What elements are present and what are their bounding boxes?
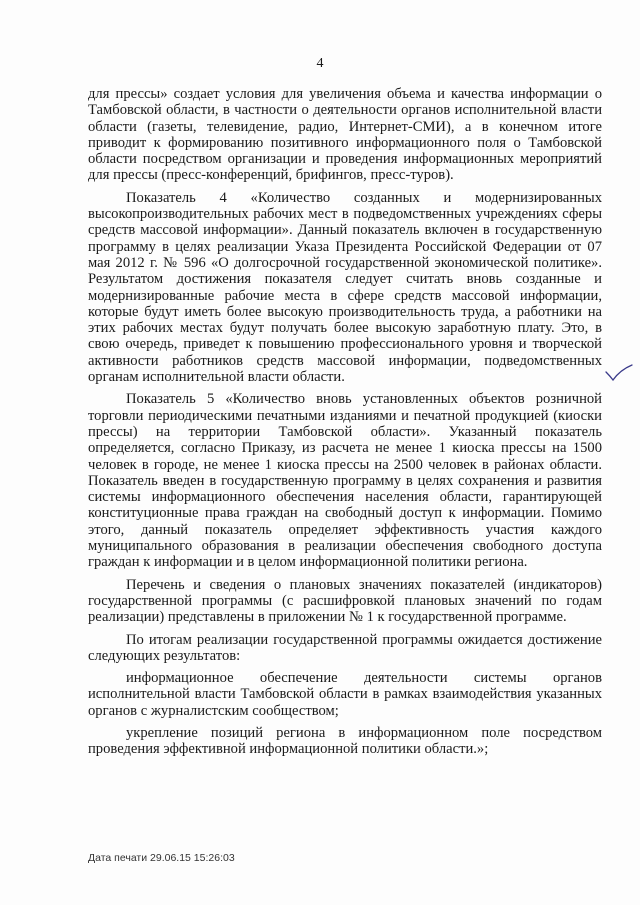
- paragraph-continuation: для прессы» создает условия для увеличения объема и качества информации о Тамбовской области, в частности о деятельности органов исполнительной власти области (газеты, телевидение, радио, Интернет-СМИ), а в конечном итоге приводит к формированию позитивного информационного поля о Тамбовской области посредством организации и проведения информационных мероприятий для прессы (пресс-конференций, брифингов, пресс-туров).: [88, 86, 602, 184]
- paragraph-indicator-5: Показатель 5 «Количество вновь установленных объектов розничной торговли периодическими печатными изданиями и печатной продукцией (киоски прессы) на территории Тамбовской области». Указанный показатель определяется, согласно Приказу, из расчета не менее 1 киоска прессы на 1500 человек в городе, не менее 1 киоска прессы на 2500 человек в районах области. Показатель введен в государственную программу в целях сохранения и развития системы информационного обеспечения населения области, гарантирующей конституционные права граждан на свободный доступ к информации. Помимо этого, данный показатель определяет эффективность участия каждого муниципального образования в реализации обеспечения свободного доступа граждан к информации и в целом информационной политики региона.: [88, 391, 602, 571]
- paragraph-indicator-list: Перечень и сведения о плановых значениях показателей (индикаторов) государственной программы (с расшифровкой плановых значений по годам реализации) представлены в приложении № 1 к государственной программе.: [88, 576, 602, 626]
- paragraph-indicator-4: Показатель 4 «Количество созданных и модернизированных высокопроизводительных рабочих мест в подведомственных учреждениях сферы средств массовой информации». Данный показатель включен в государственную программу в целях реализации Указа Президента Российской Федерации от 07 мая 2012 г. № 596 «О долгосрочной государственной экономической политике». Результатом достижения показателя следует считать вновь созданные и модернизированные рабочие места в сфере средств массовой информации, которые будут иметь более высокую производительность труда, а работники на этих рабочих местах будут получать более высокую заработную плату. Это, в свою очередь, приведет к повышению профессионального уровня и творческой активности работников средств массовой информации, подведомственных органам исполнительной власти области.: [88, 189, 602, 386]
- document-body: [88, 86, 602, 758]
- print-date: Дата печати 29.06.15 15:26:03: [88, 852, 235, 864]
- paragraph-result-2: укрепление позиций региона в информационном поле посредством проведения эффективной информационной политики области.»;: [88, 724, 602, 758]
- page-number: 4: [316, 56, 324, 71]
- paragraph-result-1: информационное обеспечение деятельности системы органов исполнительной власти Тамбовской области в рамках взаимодействия указанных органов с журналистским сообществом;: [88, 670, 602, 719]
- checkmark-icon: [604, 362, 634, 384]
- paragraph-expected-results: По итогам реализации государственной программы ожидается достижение следующих результатов:: [88, 631, 602, 664]
